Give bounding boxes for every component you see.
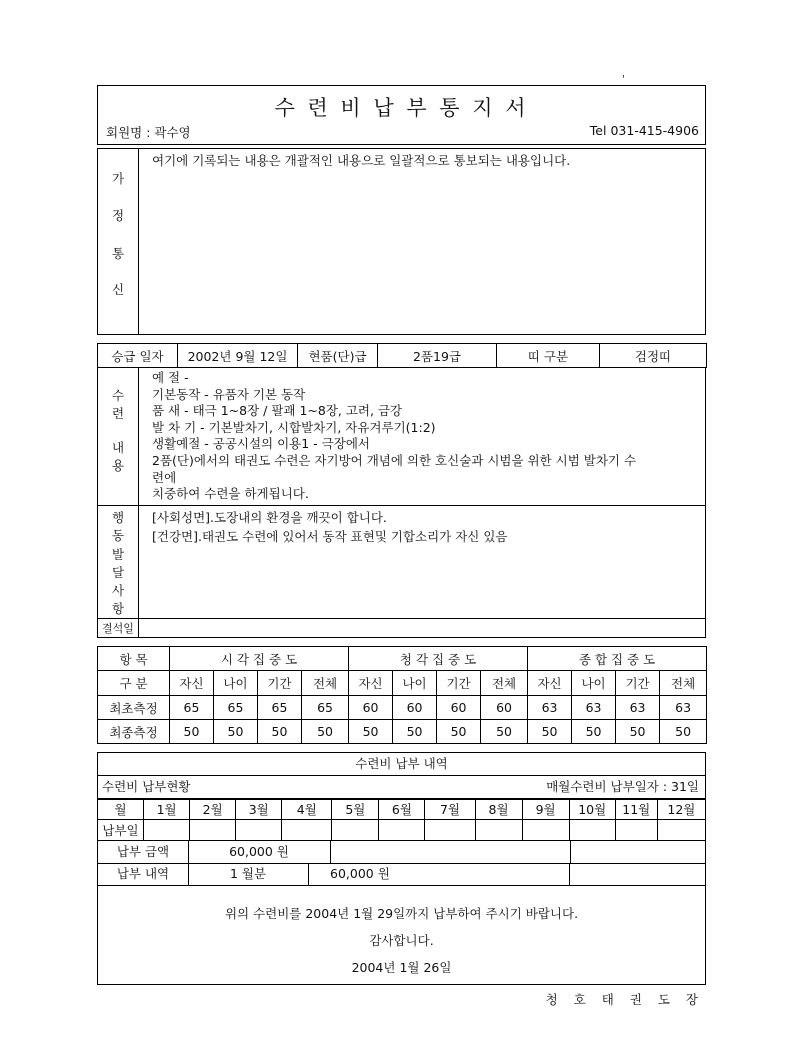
- payment-status-label: 수련비 납부현황: [102, 779, 191, 794]
- home-label-char: 가: [111, 171, 125, 186]
- tel: Tel 031-415-4906: [589, 123, 699, 138]
- paydate-cell: [144, 820, 190, 841]
- notice-date: 2004년 1월 26일: [351, 960, 452, 975]
- payment-section: [97, 752, 706, 985]
- value-cell: 50: [349, 720, 393, 744]
- training-content: [97, 367, 706, 506]
- sub-header: 나이: [572, 671, 616, 696]
- training-line: 생활예절 - 공공시설의 이용1 - 극장에서: [152, 436, 370, 452]
- month-cell: 4월: [282, 799, 332, 820]
- grade-current-label: 현품(단)급: [298, 344, 378, 368]
- value-cell: 50: [214, 720, 258, 744]
- month-cell: 12월: [657, 799, 705, 820]
- training-label-char: 내: [111, 440, 125, 455]
- training-lines: [152, 370, 636, 503]
- notice: [98, 900, 705, 981]
- grade-current-value: 2품19급: [378, 344, 497, 368]
- behavior-label-char: 항: [111, 601, 125, 616]
- page-title: 수 련 비 납 부 통 지 서: [274, 96, 529, 120]
- member-line: [106, 123, 191, 141]
- row-label: 최초측정: [98, 696, 170, 720]
- value-cell: 63: [572, 696, 616, 720]
- training-label: [98, 368, 139, 505]
- detail-month: 1 월분: [188, 863, 309, 885]
- group-auditory: 청 각 집 중 도: [349, 647, 528, 671]
- value-cell: 60: [393, 696, 437, 720]
- paydate-cell: [522, 820, 569, 841]
- value-cell: 63: [616, 696, 660, 720]
- value-cell: 60: [349, 696, 393, 720]
- paydate-cell: [657, 820, 705, 841]
- training-line: 련에: [152, 469, 177, 485]
- grade-date-label: 승급 일자: [98, 344, 178, 368]
- amount-empty: [330, 841, 571, 863]
- value-cell: 50: [170, 720, 214, 744]
- belt-value: 검정띠: [600, 344, 707, 368]
- home-text: 여기에 기록되는 내용은 개괄적인 내용으로 일괄적으로 통보되는 내용입니다.: [152, 153, 571, 168]
- sub-header: 나이: [393, 671, 437, 696]
- item-label: 항 목: [98, 647, 170, 671]
- month-label: 월: [98, 799, 144, 820]
- detail-label: 납부 내역: [98, 863, 189, 885]
- paydate-cell: [379, 820, 425, 841]
- behavior-line: [건강면].태권도 수련에 있어서 동작 표현및 기합소리가 자신 있음: [152, 529, 508, 544]
- value-cell: 60: [481, 696, 528, 720]
- member-label: 회원명 :: [106, 125, 155, 140]
- training-line: 품 새 - 태극 1~8장 / 팔괘 1~8장, 고려, 금강: [152, 403, 403, 419]
- row-label: 최종측정: [98, 720, 170, 744]
- month-cell: 7월: [425, 799, 475, 820]
- payment-status-row: [98, 775, 705, 800]
- amount-row: [98, 841, 705, 864]
- behavior-label-char: 발: [111, 547, 125, 562]
- paydate-cell: [475, 820, 522, 841]
- value-cell: 50: [393, 720, 437, 744]
- month-cell: 9월: [522, 799, 569, 820]
- behavior-section: [97, 505, 706, 619]
- value-cell: 50: [481, 720, 528, 744]
- top-mark: ': [622, 74, 625, 85]
- training-line: 2품(단)에서의 태권도 수련은 자기방어 개념에 의한 호신술과 시범을 위한 시범 발차기 수: [152, 452, 637, 468]
- behavior-label-char: 행: [111, 510, 125, 525]
- behavior-lines: [152, 508, 508, 546]
- home-label-char: 통: [111, 246, 125, 261]
- behavior-label: [98, 506, 139, 618]
- paydate-cell: [569, 820, 615, 841]
- sub-header: 기간: [616, 671, 660, 696]
- member-name: 곽수영: [154, 125, 191, 140]
- payment-title: 수련비 납부 내역: [98, 753, 705, 776]
- paydate-label: 납부일: [98, 820, 144, 841]
- value-cell: 50: [437, 720, 481, 744]
- value-cell: 50: [302, 720, 349, 744]
- notice-line: 위의 수련비를 2004년 1월 29일까지 납부하여 주시기 바랍니다.: [224, 906, 579, 921]
- group-visual: 시 각 집 중 도: [170, 647, 349, 671]
- paydate-cell: [332, 820, 379, 841]
- training-line: 예 절 -: [152, 370, 189, 385]
- value-cell: 50: [660, 720, 707, 744]
- absence-row: [97, 618, 706, 638]
- paydate-cell: [282, 820, 332, 841]
- behavior-label-char: 동: [111, 528, 125, 543]
- month-cell: 1월: [144, 799, 190, 820]
- month-table: [97, 798, 706, 841]
- month-cell: 2월: [190, 799, 236, 820]
- sub-header: 기간: [258, 671, 302, 696]
- school-name: 청 호 태 권 도 장: [545, 992, 704, 1007]
- value-cell: 50: [258, 720, 302, 744]
- sub-header: 전체: [302, 671, 349, 696]
- sub-header: 전체: [660, 671, 707, 696]
- month-cell: 11월: [615, 799, 657, 820]
- detail-row: [98, 863, 705, 886]
- detail-amount: 60,000 원: [308, 863, 570, 885]
- month-cell: 10월: [569, 799, 615, 820]
- training-label-char: 용: [111, 458, 125, 473]
- training-line: 치중하여 수련을 하게됩니다.: [152, 486, 309, 502]
- home-communication: [97, 148, 706, 335]
- training-line: 기본동작 - 유품자 기본 동작: [152, 386, 306, 402]
- behavior-label-char: 사: [111, 583, 125, 598]
- value-cell: 50: [528, 720, 572, 744]
- group-total: 종 합 집 중 도: [528, 647, 707, 671]
- home-label: [98, 149, 139, 334]
- value-cell: 50: [572, 720, 616, 744]
- paydate-cell: [236, 820, 282, 841]
- value-cell: 63: [528, 696, 572, 720]
- sub-header: 전체: [481, 671, 528, 696]
- value-cell: 65: [258, 696, 302, 720]
- value-cell: 50: [616, 720, 660, 744]
- sub-header: 기간: [437, 671, 481, 696]
- grade-row: [97, 343, 706, 368]
- concentration-table: [97, 646, 706, 744]
- amount-value: 60,000 원: [188, 841, 331, 863]
- value-cell: 63: [660, 696, 707, 720]
- month-cell: 8월: [475, 799, 522, 820]
- home-label-char: 신: [111, 282, 125, 297]
- division-label: 구 분: [98, 671, 170, 696]
- absence-label: 결석일: [98, 619, 139, 637]
- paydate-cell: [615, 820, 657, 841]
- grade-date-value: 2002년 9월 12일: [178, 344, 298, 368]
- sub-header: 자신: [170, 671, 214, 696]
- payment-monthly-label: 매월수련비 납부일자 : 31일: [546, 779, 699, 794]
- home-label-char: 정: [111, 208, 125, 223]
- paydate-cell: [425, 820, 475, 841]
- month-cell: 5월: [332, 799, 379, 820]
- value-cell: 65: [214, 696, 258, 720]
- training-line: 발 차 기 - 기본발차기, 시합발차기, 자유겨루기(1:2): [152, 419, 436, 435]
- training-label-char: 련: [111, 406, 125, 421]
- month-cell: 3월: [236, 799, 282, 820]
- behavior-label-char: 달: [111, 565, 125, 580]
- belt-label: 띠 구분: [497, 344, 600, 368]
- value-cell: 65: [302, 696, 349, 720]
- paydate-cell: [190, 820, 236, 841]
- value-cell: 60: [437, 696, 481, 720]
- sub-header: 자신: [349, 671, 393, 696]
- behavior-line: [사회성면].도장내의 환경을 깨끗이 합니다.: [152, 510, 387, 525]
- notice-thanks: 감사합니다.: [369, 933, 434, 948]
- sub-header: 나이: [214, 671, 258, 696]
- month-cell: 6월: [379, 799, 425, 820]
- header-box: [97, 85, 706, 145]
- value-cell: 65: [170, 696, 214, 720]
- amount-label: 납부 금액: [98, 841, 189, 863]
- sub-header: 자신: [528, 671, 572, 696]
- training-label-char: 수: [111, 388, 125, 403]
